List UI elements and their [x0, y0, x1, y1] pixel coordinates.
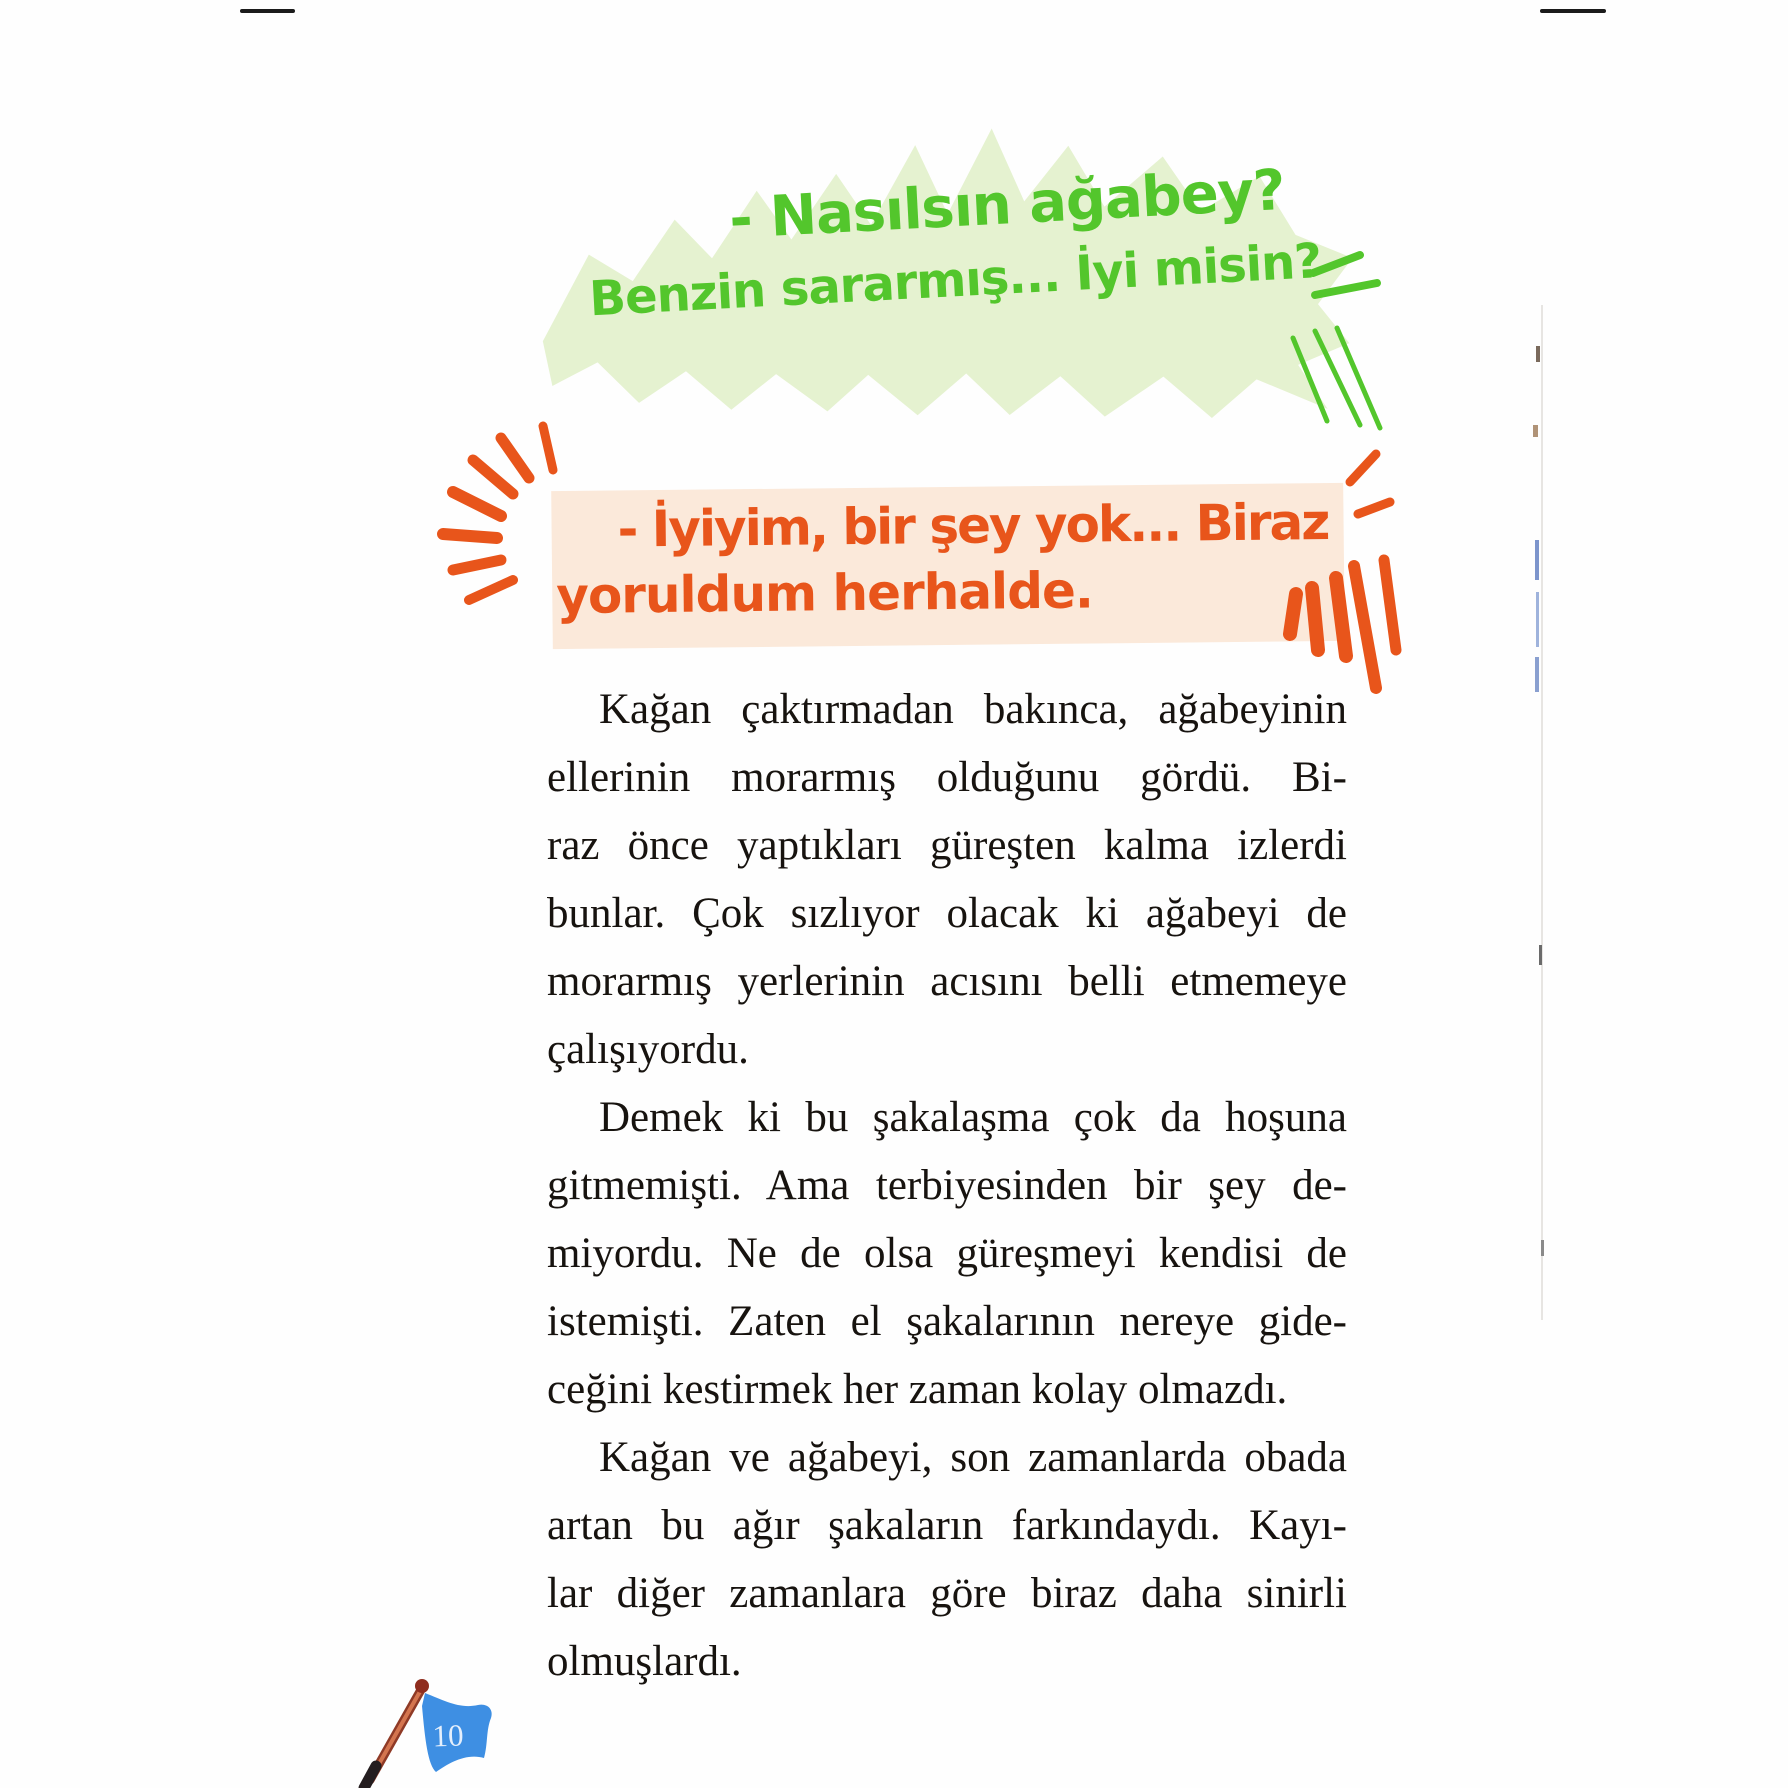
green-bubble-line1: - Nasılsın ağabey?: [727, 157, 1287, 252]
story-line: raz önce yaptıkları güreşten kalma izlerdi: [547, 822, 1347, 869]
story-line: ceğini kestirmek her zaman kolay olmazdı.: [547, 1366, 1288, 1413]
story-line: miyordu. Ne de olsa güreşmeyi kendisi de: [547, 1230, 1347, 1277]
edge-speck: [1533, 425, 1538, 437]
story-line: çalışıyordu.: [547, 1026, 749, 1073]
story-line: Kağan ve ağabeyi, son zamanlarda obada: [599, 1434, 1347, 1481]
orange-bubble-line2: yoruldum herhalde.: [555, 561, 1094, 626]
page-top-mark-right: [1540, 9, 1606, 13]
story-line: gitmemişti. Ama terbiyesinden bir şey de-: [547, 1162, 1347, 1209]
story-line: lar diğer zamanlara göre biraz daha sinirli: [547, 1570, 1347, 1617]
edge-speck: [1539, 945, 1542, 965]
page-top-mark-left: [240, 9, 295, 13]
story-line: ellerinin morarmış olduğunu gördü. Bi-: [547, 754, 1347, 801]
story-line: morarmış yerlerinin acısını belli etmemeye: [547, 958, 1347, 1005]
page-edge-line: [1541, 305, 1543, 1320]
edge-speck: [1541, 1240, 1544, 1256]
edge-speck: [1536, 346, 1540, 362]
green-emphasis-strokes-icon: [1285, 243, 1405, 438]
edge-speck: [1536, 592, 1539, 647]
story-line: istemişti. Zaten el şakalarının nereye gide-: [547, 1298, 1347, 1345]
orange-bubble-line1: - İyiyim, bir şey yok... Biraz: [617, 493, 1329, 559]
story-line: Demek ki bu şakalaşma çok da hoşuna: [599, 1094, 1347, 1141]
edge-speck: [1535, 657, 1539, 692]
story-line: olmuşlardı.: [547, 1638, 742, 1685]
orange-burst-left-icon: [425, 408, 575, 608]
orange-speech-bubble: [551, 483, 1345, 649]
story-line: artan bu ağır şakaların farkındaydı. Kayı-: [547, 1502, 1347, 1549]
page-number: 10: [431, 1717, 465, 1754]
edge-speck: [1535, 540, 1539, 580]
story-line: Kağan çaktırmadan bakınca, ağabeyinin: [599, 686, 1347, 733]
story-line: bunlar. Çok sızlıyor olacak ki ağabeyi de: [547, 890, 1347, 937]
story-text: [547, 676, 1347, 1696]
green-bubble-line2: Benzin sararmış... İyi misin?: [587, 233, 1323, 328]
